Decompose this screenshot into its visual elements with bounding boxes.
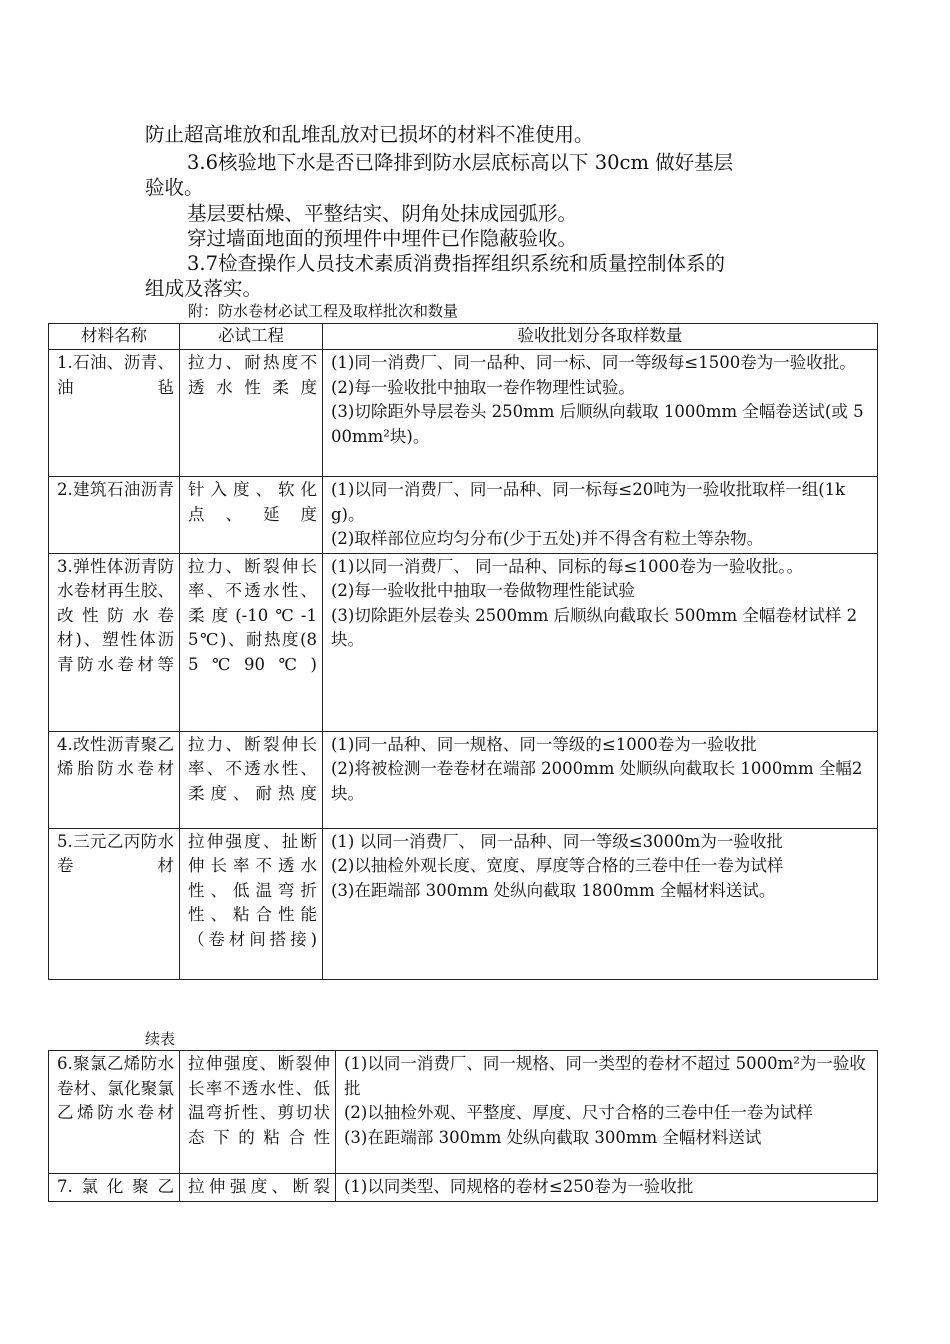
batch-sampling-cell [323,828,878,979]
material-name-cell: 4.改性沥青聚乙烯胎防水卷材 [49,731,180,828]
continued-label: 续表 [145,1030,176,1048]
paragraph-7: 组成及落实。 [145,277,263,300]
sampling-line: (1)以同类型、同规格的卷材≤250卷为一验收批 [344,1177,694,1196]
table-row [49,553,878,731]
material-name-cell: 6.聚氯乙烯防水卷材、氯化聚氯乙烯防水卷材 [49,1051,180,1174]
table-row [49,1051,878,1174]
material-name-cell: 7.氯化聚乙 [49,1174,180,1202]
sampling-line: (1)同一消费厂、同一品种、同一标、同一等级每≤1500卷为一验收批。 [331,353,856,372]
material-name-cell: 3.弹性体沥青防水卷材再生胶、改性防水卷材)、塑性体沥青防水卷材等 [49,553,180,731]
sampling-line: (1)以同一消费厂、同一品种、同一标每≤20吨为一验收批取样一组(1kg)。 [331,480,846,524]
required-tests-cell: 拉力、耐热度不透水性柔度 [180,350,323,477]
required-tests-cell: 拉伸强度、断裂伸长率不透水性、低温弯折性、剪切状态下的粘合性 [180,1051,336,1174]
batch-sampling-cell [323,731,878,828]
table-row [49,828,878,979]
batch-sampling-cell [336,1174,878,1202]
sampling-line: (2)以抽检外观长度、宽度、厚度等合格的三卷中任一卷为试样 [331,856,784,875]
batch-sampling-cell [323,477,878,554]
batch-sampling-cell [336,1051,878,1174]
material-name-cell: 1.石油、沥青、油毡 [49,350,180,477]
table-header-row [49,324,878,350]
paragraph-2: 3.6核验地下水是否已降排到防水层底标高以下 30cm 做好基层 [187,151,734,174]
table-caption: 附：防水卷材必试工程及取样批次和数量 [188,302,459,320]
table-row [49,477,878,554]
paragraph-5: 穿过墙面地面的预埋件中埋件已作隐蔽验收。 [187,227,578,250]
table-row [49,1174,878,1202]
sampling-line: (2)取样部位应均匀分布(少于五处)并不得含有粒土等杂物。 [331,529,764,548]
required-tests-cell: 拉伸强度、扯断伸长率不透水性、低温弯折性、粘合性能（卷材间搭接) [180,828,323,979]
sampling-line: (1)以同一消费厂、同一规格、同一类型的卷材不超过 5000m²为一验收批 [344,1054,866,1098]
table-row [49,350,878,477]
batch-sampling-cell [323,350,878,477]
header-required-tests: 必试工程 [180,324,323,350]
sampling-line: (3)切除距外导层卷头 250mm 后顺纵向载取 1000mm 全幅卷送试(或 500mm²块)。 [331,402,864,446]
header-batch-sampling: 验收批划分各取样数量 [323,324,878,350]
required-tests-cell: 拉力、断裂伸长率、不透水性、柔度、耐热度 [180,731,323,828]
sampling-line: (3)在距端部 300mm 处纵向截取 300mm 全幅材料送试 [344,1127,762,1147]
batch-sampling-cell [323,553,878,731]
specimen-table [48,323,878,980]
required-tests-cell: 拉伸强度、断裂 [180,1174,336,1202]
paragraph-6: 3.7检查操作人员技术素质消费指挥组织系统和质量控制体系的 [187,252,726,275]
sampling-line: (1)以同一消费厂、 同一品种、同标的每≤1000卷为一验收批。。 [331,556,804,576]
sampling-line: (3)在距端部 300mm 处纵向截取 1800mm 全幅材料送试。 [331,880,776,900]
sampling-line: (2)每一验收批中抽取一卷做物理性能试验 [331,581,635,600]
sampling-line: (1) 以同一消费厂、 同一品种、同一等级≤3000m为一验收批 [331,831,783,851]
material-name-cell: 5.三元乙丙防水卷材 [49,828,180,979]
sampling-line: (1)同一品种、同一规格、同一等级的≤1000卷为一验收批 [331,734,757,754]
sampling-line: (2)每一验收批中抽取一卷作物理性试验。 [331,377,635,397]
specimen-table-continued [48,1050,878,1202]
sampling-line: (2)以抽检外观、平整度、厚度、尺寸合格的三卷中任一卷为试样 [344,1103,813,1122]
paragraph-3: 验收。 [145,176,204,199]
sampling-line: (3)切除距外层卷头 2500mm 后顺纵向截取长 500mm 全幅卷材试样 2块。 [331,605,858,649]
material-name-cell: 2.建筑石油沥青 [49,477,180,554]
paragraph-4: 基层要枯燥、平整结实、阴角处抹成园弧形。 [187,202,578,225]
required-tests-cell: 拉力、断裂伸长率、不透水性、柔度(-10℃-15℃)、耐热度(85℃90℃) [180,553,323,731]
header-material-name: 材料名称 [49,324,180,350]
table-row [49,731,878,828]
paragraph-1: 防止超高堆放和乱堆乱放对已损坏的材料不准使用。 [145,123,594,146]
required-tests-cell: 针入度、软化点、延度 [180,477,323,554]
sampling-line: (2)将被检测一卷卷材在端部 2000mm 处顺纵向截取长 1000mm 全幅2块。 [331,759,863,803]
